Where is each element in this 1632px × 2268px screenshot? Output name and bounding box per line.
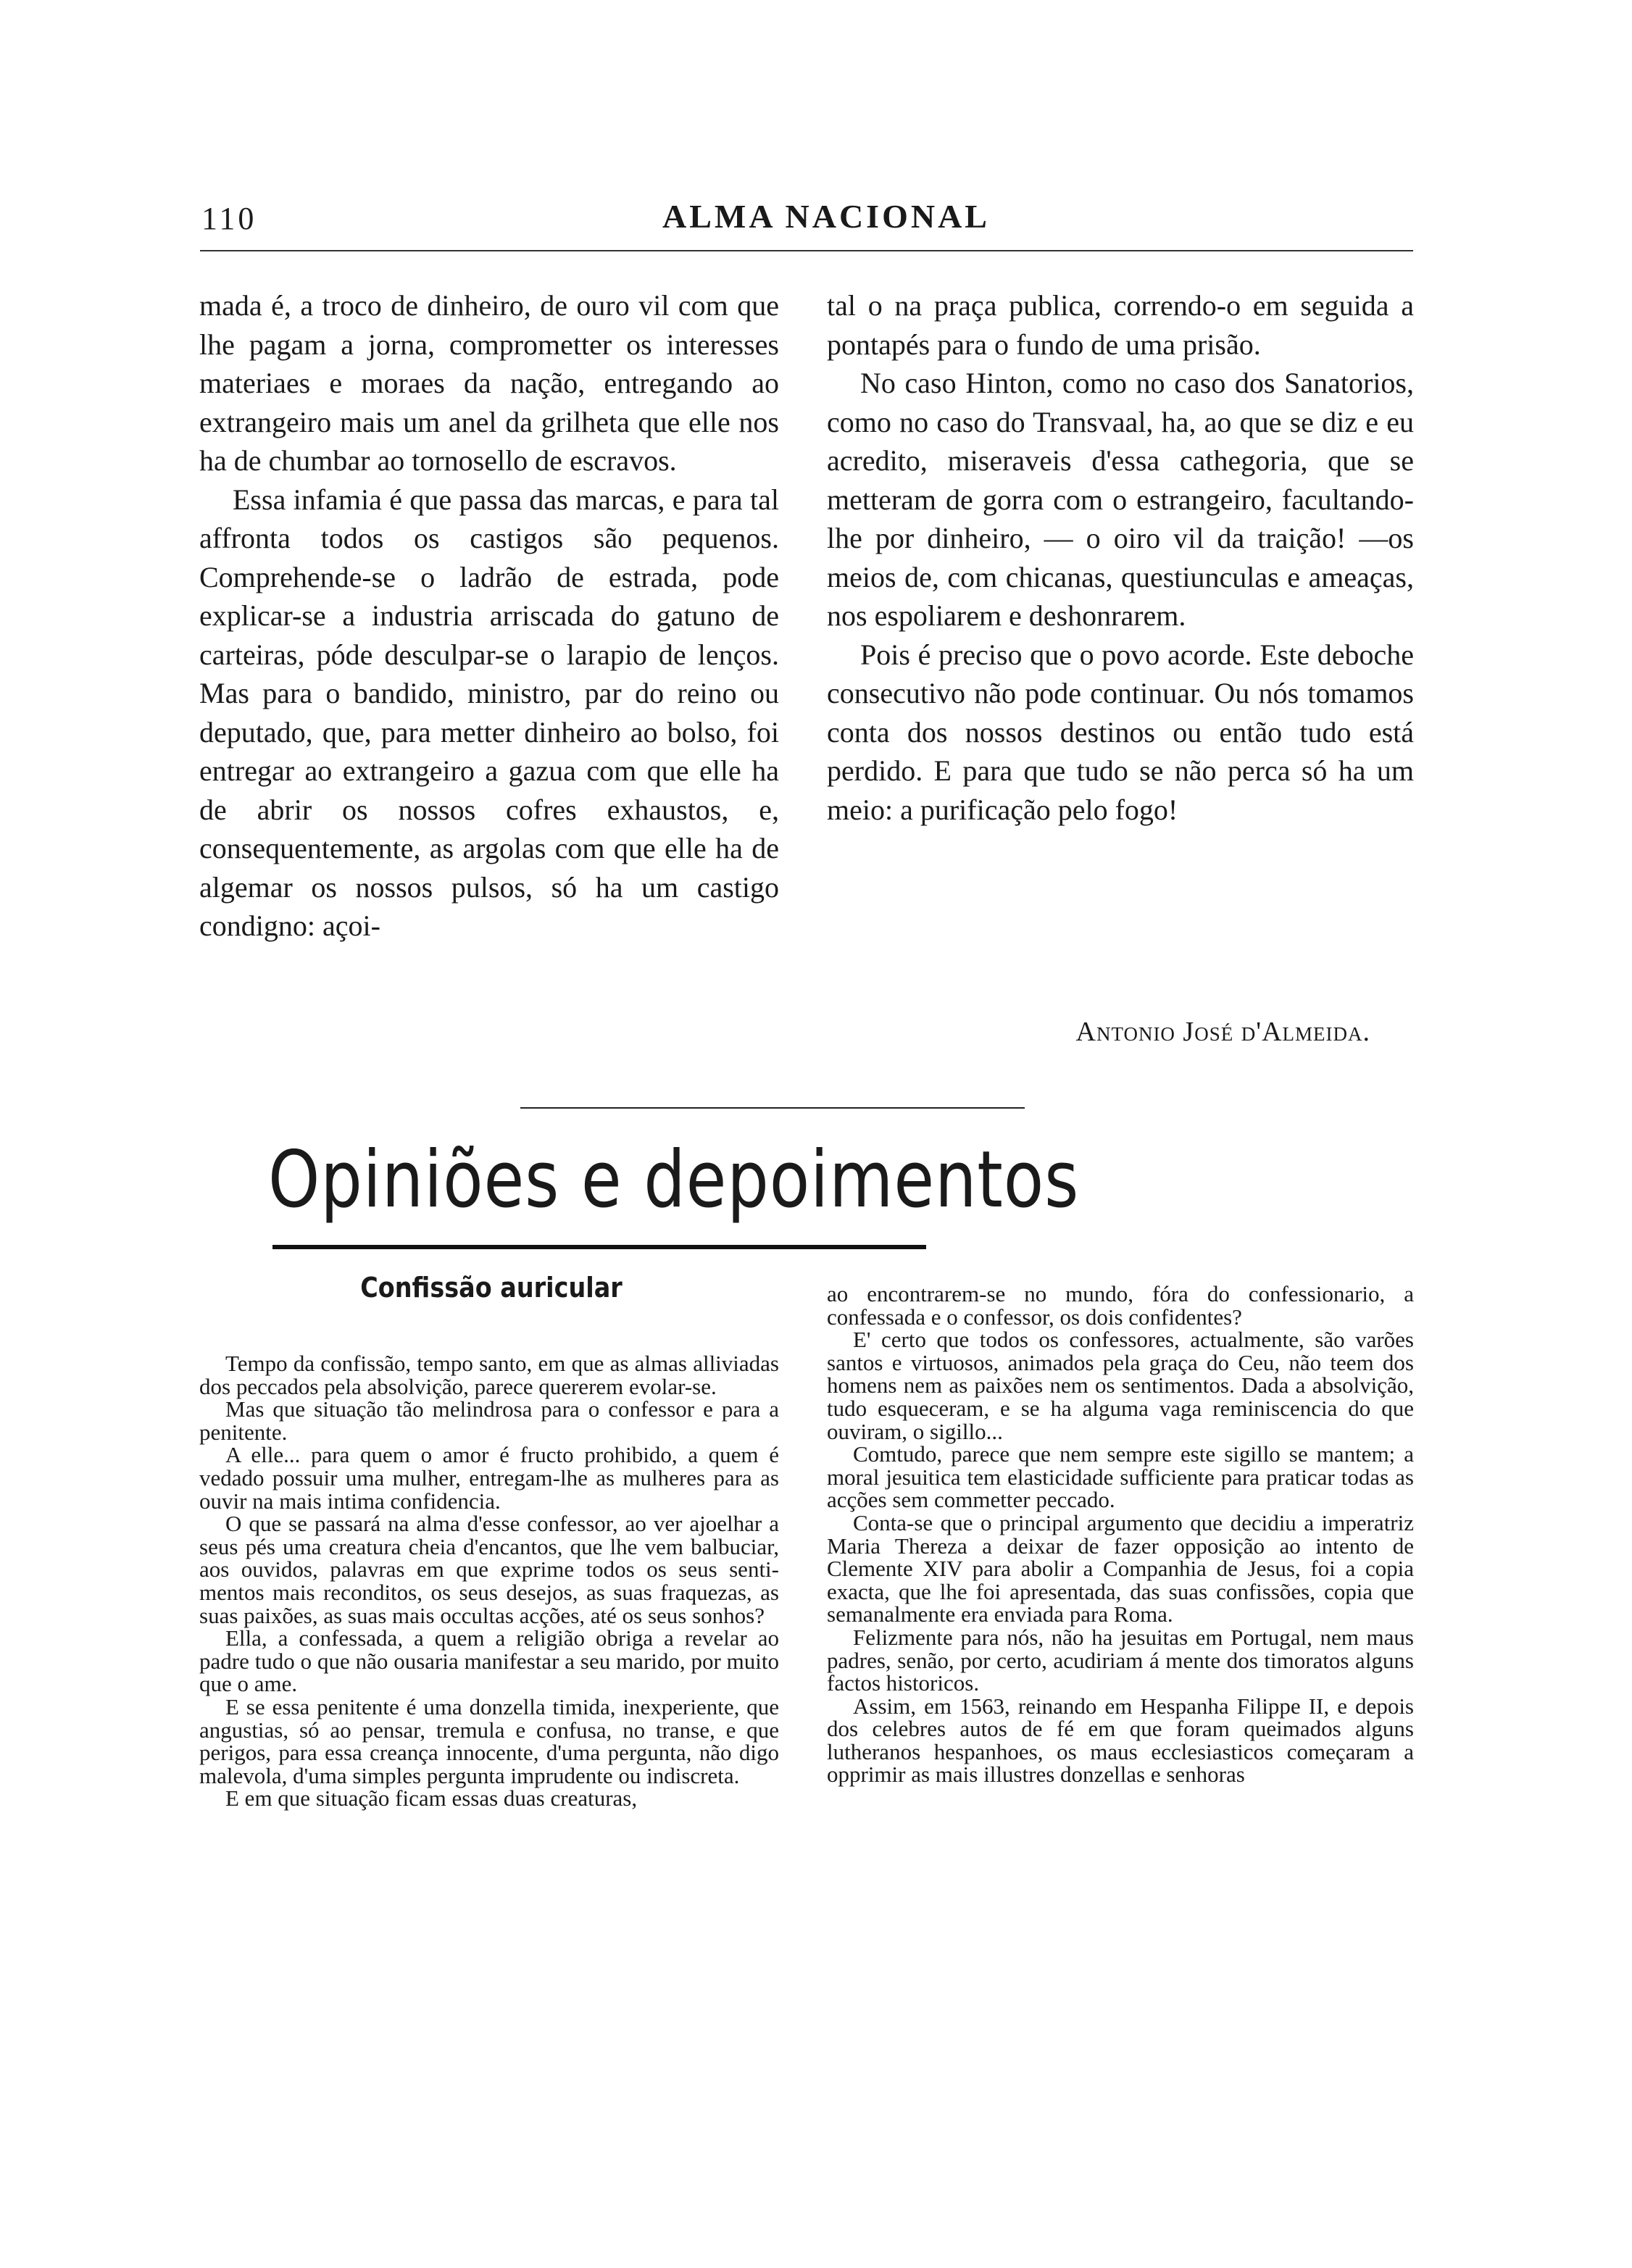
paragraph: Ella, a confessada, a quem a religião obriga a revelar ao padre tudo o que não ousaria manifestar a seu marido, por muito que o ame. (199, 1625, 779, 1697)
paragraph: Pois é preciso que o povo acorde. Este deboche consecutivo não pode continuar. Ou nós tomamos conta dos nossos destinos ou então tudo está perdido. E para que tudo se não perca só ha um meio: a purificação pelo fogo! (827, 638, 1414, 826)
article2-left-column (199, 1352, 779, 1810)
article2-right-column (827, 1283, 1414, 1786)
section-title: Opiniões e depoimentos (268, 1135, 1080, 1225)
paragraph: O que se passará na alma d'esse confessor, ao ver ajoelhar a seus pés uma creatura cheia d'encantos, que lhe vem balbuciar, aos ouvidos, palavras em que exprime todos os seus sentimentos mais reconditos, os seus desejos, as suas fraquezas, as suas paixões, as suas mais occultas acções, até os seus sonhos? (199, 1511, 779, 1628)
paragraph: Conta-se que o principal argumento que decidiu a imperatriz Maria Thereza a deixar de fazer opposição ao intento de Clemente XIV para abolir a Companhia de Jesus, foi a copia exacta, que lhe foi apresentada, das suas confissões, copia que semanalmente era enviada para Roma. (827, 1509, 1414, 1627)
page-number: 110 (201, 201, 257, 236)
article-separator (520, 1107, 1025, 1109)
paragraph: tal o na praça publica, correndo-o em seguida a pontapés para o fundo de uma prisão. (827, 289, 1414, 361)
paragraph: E se essa penitente é uma donzella timida, inexperiente, que angustias, só ao pensar, tremula e confusa, no transe, e que perigos, para essa creança innocente, d'uma pergunta, não digo malevola, d'uma simples pergunta imprudente ou indiscreta. (199, 1693, 779, 1788)
article1-right-column (827, 286, 1414, 829)
paragraph: Assim, em 1563, reinando em Hespanha Filippe II, e depois dos celebres autos de fé em que foram queimados alguns lutheranos hespanhoes, os maus ecclesiasticos começaram a opprimir as mais illustres donzellas e senhoras (827, 1693, 1414, 1788)
article1-left-column (199, 286, 779, 946)
paragraph: Comtudo, parece que nem sempre este sigillo se mantem; a moral jesuitica tem elasticidade sufficiente para praticar todas as acções sem commetter peccado. (827, 1441, 1414, 1513)
paragraph: A elle... para quem o amor é fructo prohibido, a quem é vedado possuir uma mulher, entregam-lhe as mulheres para as ouvir na mais intima confidencia. (199, 1442, 779, 1514)
running-title: ALMA NACIONAL (662, 198, 990, 235)
section-title-rule (272, 1245, 926, 1249)
author-signature: Antonio José d'Almeida. (1075, 1017, 1370, 1047)
header-rule (200, 250, 1413, 251)
paragraph: Felizmente para nós, não ha jesuitas em Portugal, nem maus padres, senão, por certo, acudiriam á mente dos timoratos alguns factos historicos. (827, 1624, 1414, 1696)
subsection-title: Confissão auricular (360, 1272, 623, 1304)
paragraph: E' certo que todos os confessores, actualmente, são varões santos e virtuosos, animados pela graça do Ceu, não teem dos homens nem as paixões nem os sentimentos. Dada a absolvição, tudo esqueceram, e se ha alguma vaga reminiscencia do que ouviram, o sigillo... (827, 1327, 1414, 1444)
paragraph: Mas que situação tão melindrosa para o confessor e para a penitente. (199, 1396, 779, 1445)
paragraph: ao encontrarem-se no mundo, fóra do confessionario, a confessada e o confessor, os dois confidentes? (827, 1281, 1414, 1330)
paragraph: E em que situação ficam essas duas creaturas, (225, 1785, 638, 1812)
paragraph: No caso Hinton, como no caso dos Sanatorios, como no caso do Transvaal, ha, ao que se diz e eu acredito, miseraveis d'essa cathegoria, que se metteram de gorra com o estrangeiro, facultando-lhe por dinheiro, — o oiro vil da traição! —os meios de, com chicanas, questiunculas e ameaças, nos espoliarem e deshonrarem. (827, 367, 1414, 632)
paragraph: mada é, a troco de dinheiro, de ouro vil com que lhe pagam a jorna, comprometter os interesses materiaes e moraes da nação, entregando ao extrangeiro mais um anel da grilheta que elle nos ha de chumbar ao tornosello de escravos. (199, 289, 779, 477)
paragraph: Tempo da confissão, tempo santo, em que as almas alliviadas dos peccados pela absolvição, parece quererem evolar-se. (199, 1351, 779, 1399)
paragraph: Essa infamia é que passa das marcas, e para tal affronta todos os castigos são pequenos. Comprehende-se o ladrão de estrada, pode explicar-se a industria arriscada do gatuno de carteiras, póde desculpar-se o larapio de lenços. Mas para o bandido, ministro, par do reino ou deputado, que, para metter dinheiro ao bolso, foi entregar ao extrangeiro a gazua com que elle ha de abrir os nossos cofres exhaustos, e, consequentemente, as argolas com que elle ha de algemar os nossos pulsos, só ha um castigo condigno: açoi- (199, 483, 779, 942)
